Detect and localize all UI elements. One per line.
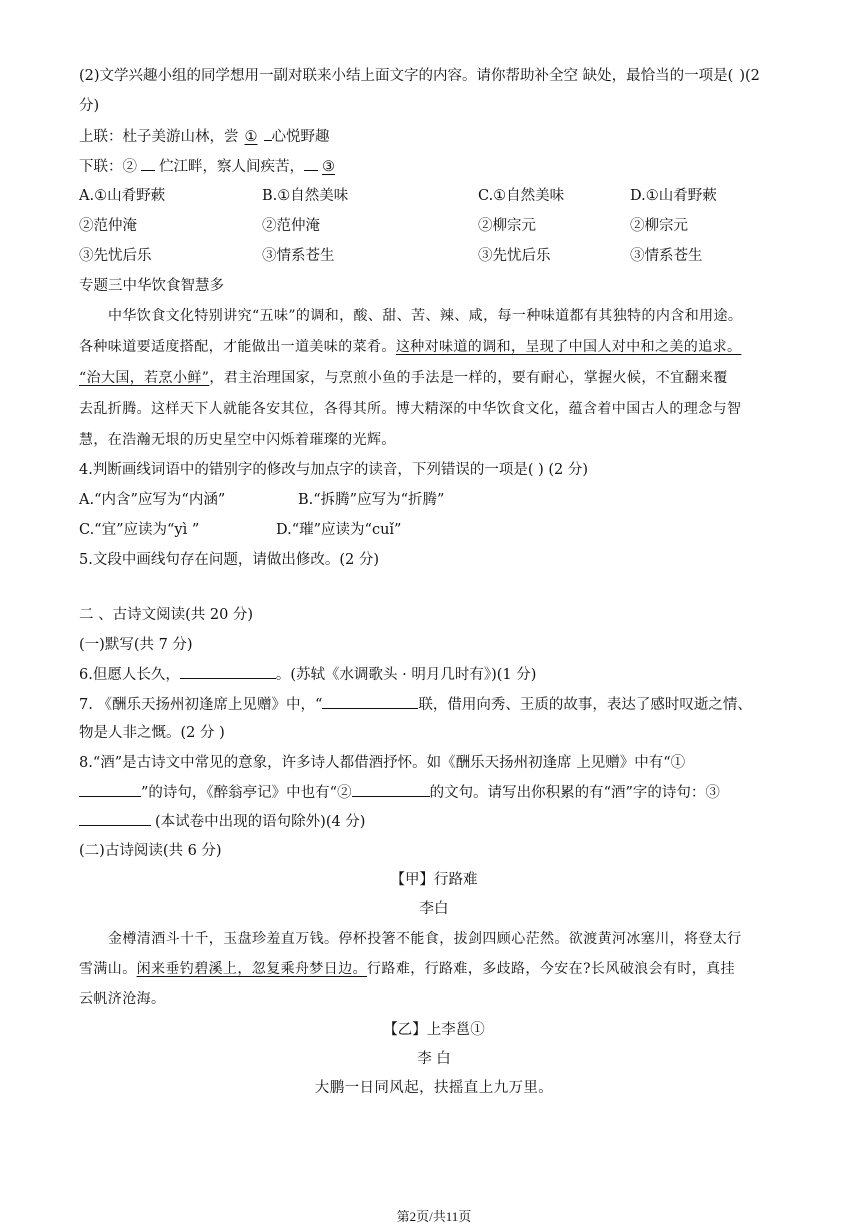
section-2-heading: 二 、古诗文阅读(共 20 分) — [79, 607, 254, 623]
topic3-para-line5: 慧，在浩瀚无垠的历史星空中闪烁着璀璨的光辉。 — [79, 432, 396, 448]
q6-prefix: 6.但愿人长久， — [79, 667, 180, 683]
q8-text-b: ”的诗句，《醉翁亭记》中也有“② — [141, 785, 352, 801]
lower-blank-2[interactable] — [141, 156, 155, 171]
poem-jia-author: 李白 — [419, 901, 449, 917]
option-d-2: ②柳宗元 — [630, 218, 688, 234]
lower-blank-3-pre[interactable] — [304, 156, 318, 171]
option-b-1[interactable]: B.①自然美味 — [262, 188, 349, 204]
lower-text: 下联：② — [79, 159, 137, 175]
underlined-sentence: 这种对味道的调和，呈现了中国人对中和之美的追求。 — [395, 339, 742, 355]
upper-text: 上联：杜子美游山林，尝 — [79, 129, 239, 145]
question-8: 8.“酒”是古诗文中常见的意象，许多诗人都借酒抒怀。如《酬乐天扬州初逢席 上见赠》中有“① — [79, 755, 686, 771]
option-b-3: ③情系苍生 — [262, 248, 335, 264]
question-4: 4.判断画线词语中的错别字的修改与加点字的读音，下列错误的一项是( ) (2 分) — [79, 462, 589, 478]
question-5: 5.文段中画线句存在问题，请做出修改。(2 分) — [79, 552, 379, 568]
subsection-poem-reading: (二)古诗阅读(共 6 分) — [79, 843, 222, 859]
q4-option-d[interactable]: D.“璀”应读为“cuǐ” — [276, 522, 402, 538]
subsection-dictation: (一)默写(共 7 分) — [79, 637, 193, 653]
option-c-1[interactable]: C.①自然美味 — [478, 188, 565, 204]
option-a-2: ②范仲淹 — [79, 218, 137, 234]
couplet-score: 分) — [79, 98, 100, 114]
question-7-line2: 物是人非之慨。(2 分 ) — [79, 725, 225, 741]
q8-blank-2[interactable] — [352, 782, 430, 797]
poem-jia-title: 【甲】行路难 — [390, 872, 478, 888]
poem-jia-l2a: 雪满山。 — [79, 961, 137, 977]
q4-option-b[interactable]: B.“拆腾”应写为“折腾” — [298, 492, 445, 508]
couplet-question — [79, 66, 760, 86]
question-6 — [79, 664, 536, 685]
option-c-2: ②柳宗元 — [478, 218, 536, 234]
q8-text-c: 的文句。请写出你积累的有“酒”字的诗句：③ — [429, 785, 720, 801]
topic3-para-line1: 中华饮食文化特别讲究“五味”的调和，酸、甜、苦、辣、咸，每一种味道都有其独特的内含和用途。 — [108, 308, 743, 324]
q6-answer-blank[interactable] — [180, 664, 276, 679]
option-b-2: ②范仲淹 — [262, 218, 320, 234]
page-number: 第2页/共11页 — [396, 1209, 472, 1224]
option-a-1[interactable]: A.①山肴野蔌 — [79, 188, 166, 204]
upper-blank[interactable]: ① — [244, 129, 258, 145]
option-a-3: ③先忧后乐 — [79, 248, 152, 264]
couplet-upper — [79, 126, 330, 147]
couplet-intro-end: )(2 — [739, 68, 760, 84]
couplet-intro: (2)文学兴趣小组的同学想用一副对联来小结上面文字的内容。请你帮助补全空 缺处，最恰当的一项是( — [79, 68, 734, 84]
lower-mid: 伫江畔，察人间疾苦， — [159, 159, 304, 175]
poem-jia-underlined: 闲来垂钓碧溪上，忽复乘舟梦日边。 — [136, 961, 368, 977]
poem-jia-line3: 云帆济沧海。 — [79, 991, 166, 1007]
option-c-3: ③先忧后乐 — [478, 248, 551, 264]
poem-yi-title: 【乙】上李邕① — [383, 1022, 485, 1038]
q4-option-c[interactable]: C.“宜”应读为“yì ” — [79, 522, 200, 538]
poem-yi-line1: 大鹏一日同风起，扶摇直上九万里。 — [314, 1080, 554, 1096]
question-7 — [79, 694, 752, 715]
poem-jia-line2 — [79, 959, 735, 979]
q8-text-d: (本试卷中出现的语句除外)(4 分) — [155, 814, 366, 830]
q6-suffix: 。(苏轼《水调歌头 · 明月几时有》)(1 分) — [275, 667, 537, 683]
q8-blank-1[interactable] — [79, 782, 141, 797]
lower-blank-3[interactable]: ③ — [322, 159, 335, 175]
poem-jia-l2c: 行路难，行路难，多歧路，今安在?长风破浪会有时，真挂 — [367, 961, 735, 977]
option-d-1[interactable]: D.①山肴野蔌 — [630, 188, 717, 204]
question-8-line2 — [79, 782, 720, 803]
topic3-title: 专题三中华饮食智慧多 — [79, 278, 224, 294]
couplet-lower — [79, 156, 339, 177]
topic3-para-line3 — [79, 368, 728, 388]
upper-end: 心悦野趣 — [271, 129, 330, 145]
q4-option-a[interactable]: A.“内含”应写为“内涵” — [79, 492, 226, 508]
para3-text: ，君主治理国家，与烹煎小鱼的手法是一样的，要有耐心，掌握火候，不宜翻来覆 — [209, 370, 728, 386]
poem-jia-line1: 金樽清酒斗十千，玉盘珍羞直万钱。停杯投箸不能食，拔剑四顾心茫然。欲渡黄河冰塞川，将登太行 — [108, 931, 742, 947]
question-8-line3 — [79, 811, 365, 832]
q8-blank-3[interactable] — [79, 811, 151, 826]
para2-plain: 各种味道要适度搭配，才能做出一道美味的菜肴。 — [79, 339, 396, 355]
topic3-para-line4: 去乱折腾。这样天下人就能各安其位，各得其所。博大精深的中华饮食文化，蕴含着中国古人的理念与智 — [79, 401, 742, 417]
topic3-para-line2 — [79, 337, 741, 357]
quote-underlined: “治大国，若烹小鲜” — [79, 370, 210, 386]
q7-answer-blank[interactable] — [322, 694, 418, 709]
option-d-3: ③情系苍生 — [630, 248, 703, 264]
poem-yi-author: 李 白 — [417, 1051, 451, 1067]
q7-prefix: 7. 《酬乐天扬州初逢席上见赠》中，“ — [79, 697, 323, 713]
q7-suffix: 联，借用向秀、王质的故事，表达了感时叹逝之情、 — [418, 697, 752, 713]
